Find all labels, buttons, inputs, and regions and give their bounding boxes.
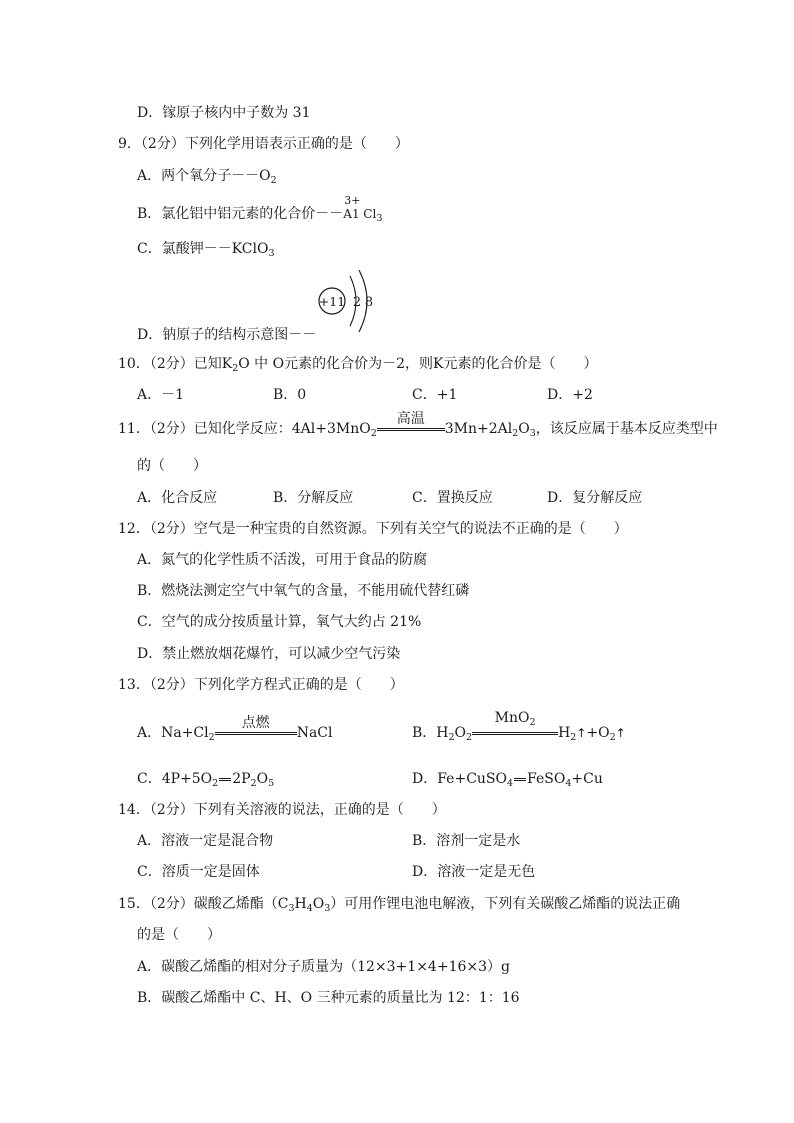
q13-c-sub2: 2 xyxy=(250,778,257,789)
q10-stem-start: 10．（2分）已知K xyxy=(118,356,233,372)
q12-option-d: D．禁止燃放烟花爆竹，可以减少空气污染 xyxy=(137,646,401,662)
q11-condition-label: 高温 xyxy=(396,411,425,427)
q13-b-catalyst: MnO xyxy=(494,710,530,726)
q9-stem: 9．（2分）下列化学用语表示正确的是（ ） xyxy=(118,136,409,152)
q13-b-plus-o: +O xyxy=(586,725,610,741)
q13-b-sub2: 2 xyxy=(466,732,473,743)
q11-option-d: D．复分解反应 xyxy=(547,490,643,506)
shell-2-electrons: 8 xyxy=(364,295,374,310)
q13-a-equals-line xyxy=(215,732,297,735)
q10-stem xyxy=(118,355,597,378)
q13-b-sub4: 2 xyxy=(609,732,616,743)
q13-b-h: H xyxy=(558,725,571,741)
q13-b-o: O xyxy=(454,725,467,741)
q14-option-a: A．溶液一定是混合物 xyxy=(137,833,274,849)
q10-stem-end: O 中 O元素的化合价为－2，则K元素的化合价是（ ） xyxy=(238,356,598,372)
q13-b-sub1: 2 xyxy=(448,732,455,743)
q9-b-charge: 3+ xyxy=(344,194,361,207)
q11-condition xyxy=(377,411,445,438)
q15-stem-continued: 的是（ ） xyxy=(137,927,221,943)
q11-stem-end: ，该反应属于基本反应类型中 xyxy=(535,421,718,437)
q13-option-a xyxy=(137,715,333,747)
shell-1-electrons: 2 xyxy=(352,295,362,310)
q15-sub1: 3 xyxy=(288,903,295,914)
q13-option-d xyxy=(412,770,603,793)
q9-b-cl-sub: 3 xyxy=(376,213,383,224)
q9-option-d: D．钠原子的结构示意图－－ xyxy=(137,327,317,343)
q13-c-reactants: C．4P+5O xyxy=(137,771,213,787)
q9-option-a xyxy=(137,167,277,190)
q15-sub2: 4 xyxy=(306,903,313,914)
q15-stem-end: ）可用作锂电池电解液，下列有关碳酸乙烯酯的说法正确 xyxy=(330,896,681,912)
q13-d-equals xyxy=(514,778,526,781)
q11-equals-line xyxy=(377,428,445,431)
q13-b-prefix: B．H xyxy=(412,725,449,741)
q9-option-b xyxy=(137,194,383,228)
q9-option-c xyxy=(137,240,275,263)
q15-h: H xyxy=(294,896,307,912)
q13-b-gas-arrow-1: ↑ xyxy=(576,726,587,740)
q15-option-a: A．碳酸乙烯酯的相对分子质量为（12×3+1×4+16×3）g xyxy=(137,959,510,975)
q13-a-product: NaCl xyxy=(296,725,333,741)
q12-option-b: B．燃烧法测定空气中氧气的含量，不能用硫代替红磷 xyxy=(137,583,470,599)
q11-products-sub2: 3 xyxy=(529,428,536,439)
q9-b-al: A1 xyxy=(343,207,360,221)
q13-option-b xyxy=(412,710,626,747)
q10-stem-sub: 2 xyxy=(232,363,239,374)
q12-option-a: A．氮气的化学性质不活泼，可用于食品的防腐 xyxy=(137,552,428,568)
q11-stem-continued: 的（ ） xyxy=(137,458,207,474)
q13-d-reactants: D．Fe+CuSO xyxy=(412,771,507,787)
q11-option-b: B．分解反应 xyxy=(273,490,354,506)
q15-sub3: 3 xyxy=(324,903,331,914)
q9-c-sub: 3 xyxy=(268,248,275,259)
q11-option-c: C．置换反应 xyxy=(412,490,493,506)
q13-b-gas-arrow-2: ↑ xyxy=(615,726,626,740)
q13-b-condition xyxy=(472,710,558,742)
q10-option-b: B．0 xyxy=(273,387,307,403)
q13-c-equals xyxy=(219,778,231,781)
q15-o: O xyxy=(312,896,325,912)
q11-products-sub1: 2 xyxy=(512,428,519,439)
q13-b-catalyst-sub: 2 xyxy=(529,717,536,728)
q10-option-c: C．+1 xyxy=(412,387,458,403)
q13-b-sub3: 2 xyxy=(570,732,577,743)
q9-a-sub: 2 xyxy=(270,175,277,186)
q13-c-sub3: 5 xyxy=(268,778,275,789)
q13-d-sub1: 4 xyxy=(507,778,514,789)
q9-a-text: A．两个氧分子－－O xyxy=(137,168,271,184)
q11-products: 3Mn+2Al xyxy=(444,421,513,437)
q12-option-c: C．空气的成分按质量计算，氧气大约占 21% xyxy=(137,614,422,630)
q11-products-o: O xyxy=(518,421,530,437)
q13-c-p: 2P xyxy=(232,771,251,787)
q11-reactants-sub: 2 xyxy=(370,428,377,439)
q10-option-a: A．－1 xyxy=(137,387,185,403)
q13-d-product: FeSO xyxy=(527,771,566,787)
q11-stem xyxy=(118,411,718,443)
q13-a-reactants: A．Na+Cl xyxy=(137,725,209,741)
q9-c-text: C．氯酸钾－－KClO xyxy=(137,241,269,257)
q15-stem xyxy=(118,895,680,918)
q13-b-equals-line xyxy=(472,732,558,735)
q13-d-sub2: 4 xyxy=(565,778,572,789)
q15-stem-start: 15．（2分）碳酸乙烯酯（C xyxy=(118,896,289,912)
q11-reactants: 11．（2分）已知化学反应：4Al+3MnO xyxy=(118,421,371,437)
q8-option-d: D．镓原子核内中子数为 31 xyxy=(137,105,311,121)
q13-c-o: O xyxy=(256,771,269,787)
q13-option-c xyxy=(137,770,274,793)
q9-b-text: B．氯化铝中铝元素的化合价－－ xyxy=(137,206,344,222)
q13-d-product-2: +Cu xyxy=(571,771,603,787)
q10-option-d: D．+2 xyxy=(547,387,593,403)
nucleus-charge: +11 xyxy=(318,294,346,309)
q11-option-a: A．化合反应 xyxy=(137,490,218,506)
sodium-atom-diagram xyxy=(312,266,382,336)
q13-c-sub1: 2 xyxy=(212,778,219,789)
q13-b-condition-label xyxy=(472,709,558,732)
q14-option-d: D．溶液一定是无色 xyxy=(412,864,536,880)
q14-stem: 14．（2分）下列有关溶液的说法，正确的是（ ） xyxy=(118,802,446,818)
q12-stem: 12．（2分）空气是一种宝贵的自然资源。下列有关空气的说法不正确的是（ ） xyxy=(118,521,628,537)
q13-a-condition-label: 点燃 xyxy=(241,715,270,731)
q13-a-sub: 2 xyxy=(208,732,215,743)
q14-option-c: C．溶质一定是固体 xyxy=(137,864,260,880)
q15-option-b: B．碳酸乙烯酯中 C、H、O 三种元素的质量比为 12：1：16 xyxy=(137,990,520,1006)
q9-b-cl: Cl xyxy=(363,207,377,221)
q13-a-condition xyxy=(215,715,297,742)
q9-b-al-group xyxy=(343,194,363,223)
q14-option-b: B．溶剂一定是水 xyxy=(412,833,521,849)
q13-stem: 13．（2分）下列化学方程式正确的是（ ） xyxy=(118,677,404,693)
